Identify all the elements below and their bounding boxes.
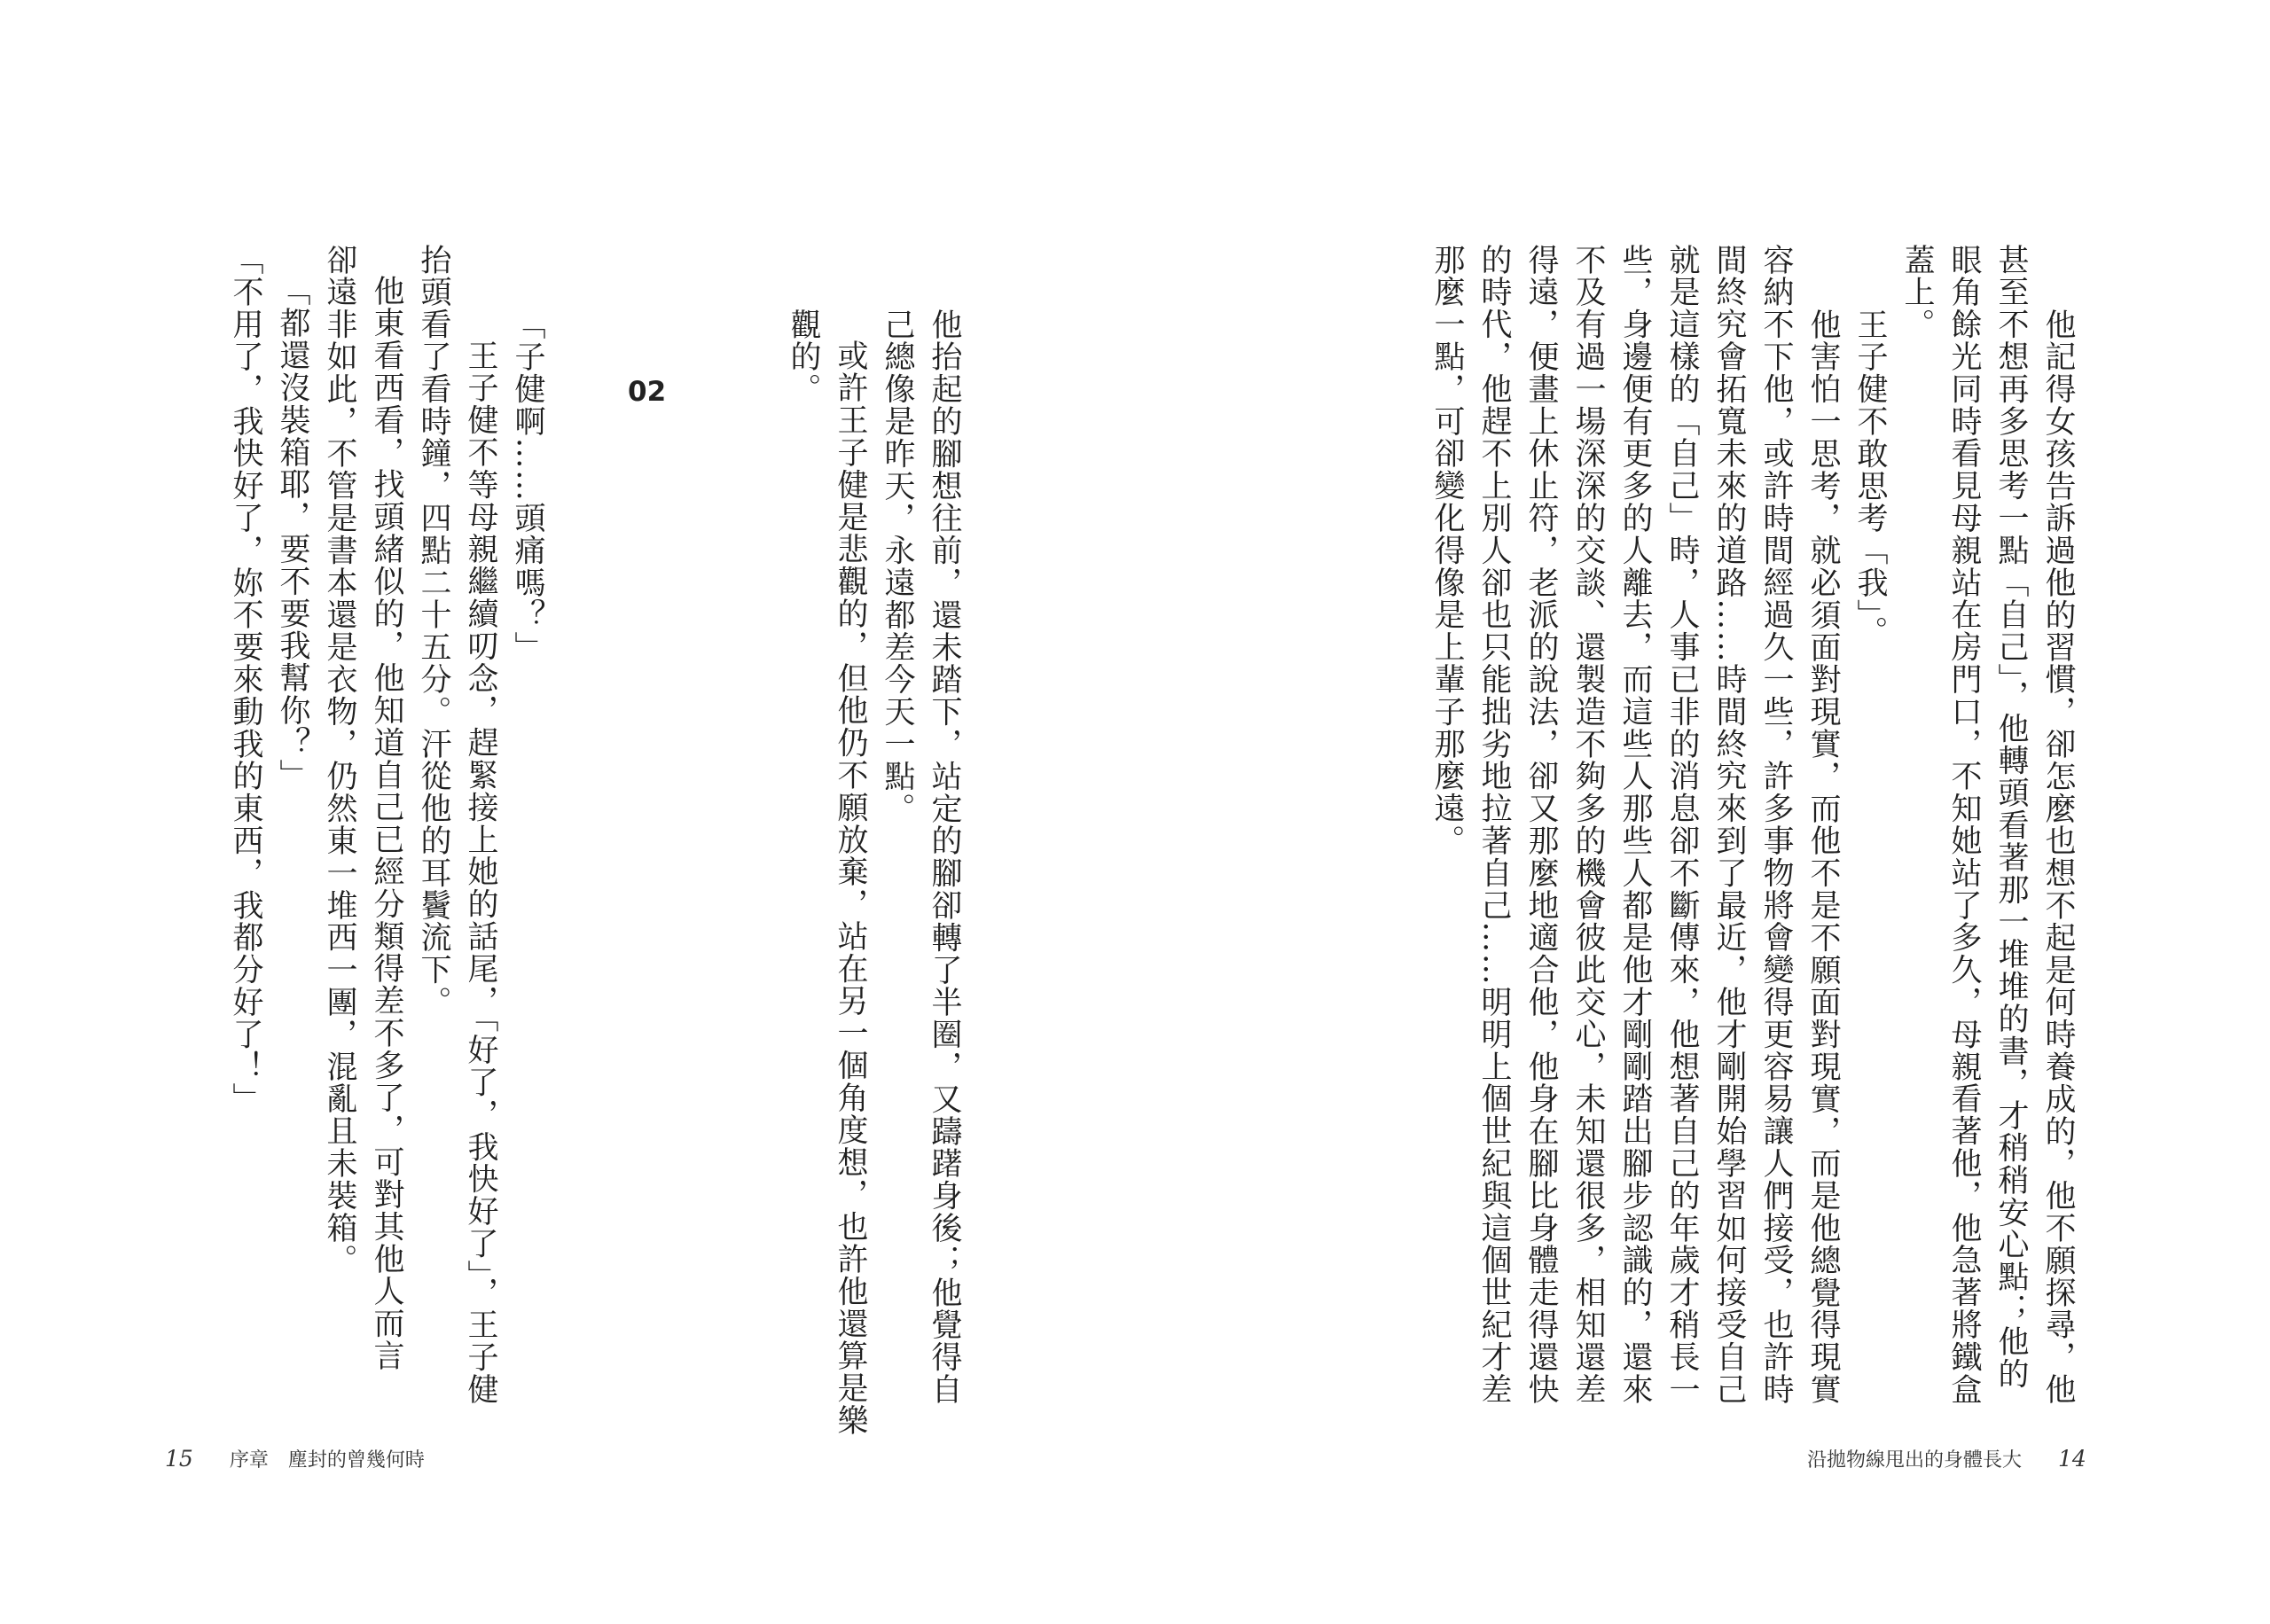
- text-column: 「都還沒裝箱耶，要不要我幫你？」: [275, 275, 310, 792]
- text-column: 他抬起的腳想往前，還未踏下，站定的腳卻轉了半圈，又躊躇身後；他覺得自: [927, 308, 962, 1406]
- page-footer: [165, 1445, 425, 1472]
- right-page: [1135, 0, 2270, 1624]
- text-column: 「不用了，我快好了，妳不要來動我的東西，我都分好了！」: [228, 244, 263, 1115]
- text-column: 蓋上。: [1899, 244, 1935, 341]
- text-column: 他東看西看，找頭緒似的，他知道自己已經分類得差不多了，可對其他人而言: [369, 275, 404, 1372]
- text-column: 他記得女孩告訴過他的習慣，卻怎麼也想不起是何時養成的，他不願探尋，他: [2040, 308, 2076, 1406]
- text-column: 些，身邊便有更多的人離去，而這些人那些人都是他才剛剛踏出腳步認識的，還來: [1617, 244, 1653, 1406]
- text-column: 他害怕一思考，就必須面對現實，而他不是不願面對現實，而是他總覺得現實: [1805, 308, 1841, 1406]
- text-column: 觀的。: [786, 308, 821, 406]
- running-title: 序章 塵封的曾幾何時: [229, 1449, 425, 1472]
- page-number: 14: [2058, 1446, 2086, 1472]
- text-column: 那麼一點，可卻變化得像是上輩子那麼遠。: [1429, 244, 1465, 857]
- text-column: 不及有過一場深深的交談、還製造不夠多的機會彼此交心，未知還很多，相知還差: [1570, 244, 1606, 1406]
- text-column: 王子健不等母親繼續叨念，趕緊接上她的話尾，「好了，我快好了」，王子健: [463, 340, 498, 1406]
- text-column: 得遠，便畫上休止符，老派的說法，卻又那麼地適合他，他身在腳比身體走得還快: [1523, 244, 1559, 1406]
- text-column: 卻遠非如此，不管是書本還是衣物，仍然東一堆西一團，混亂且未裝箱。: [322, 244, 357, 1277]
- text-column: 的時代，他趕不上別人卻也只能拙劣地拉著自己……明明上個世紀與這個世紀才差: [1476, 244, 1512, 1406]
- text-column: 眼角餘光同時看見母親站在房門口，不知她站了多久，母親看著他，他急著將鐵盒: [1946, 244, 1982, 1406]
- text-column: 甚至不想再多思考一點「自己」，他轉頭看著那一堆堆的書，才稍稍安心點；他的: [1993, 244, 2029, 1390]
- text-column: 間終究會拓寬未來的道路……時間終究來到了最近，他才剛開始學習如何接受自己: [1711, 244, 1747, 1406]
- page-number: 15: [165, 1446, 193, 1472]
- text-column: 「子健啊……頭痛嗎？」: [510, 308, 545, 664]
- text-column: 抬頭看了看時鐘，四點二十五分。汗從他的耳鬢流下。: [416, 244, 451, 1019]
- running-title: 沿拋物線甩出的身體長大: [1807, 1449, 2023, 1472]
- section-number: 02: [628, 376, 667, 408]
- text-column: 己總像是昨天，永遠都差今天一點。: [880, 308, 915, 825]
- text-column: 容納不下他，或許時間經過久一些，許多事物將會變得更容易讓人們接受，也許時: [1758, 244, 1794, 1406]
- page-footer: [1807, 1445, 2086, 1472]
- text-column: 或許王子健是悲觀的，但他仍不願放棄，站在另一個角度想，也許他還算是樂: [833, 340, 868, 1437]
- text-column: 王子健不敢思考「我」。: [1852, 308, 1888, 648]
- text-column: 就是這樣的「自己」時，人事已非的消息卻不斷傳來，他想著自己的年歲才稍長一: [1664, 244, 1700, 1406]
